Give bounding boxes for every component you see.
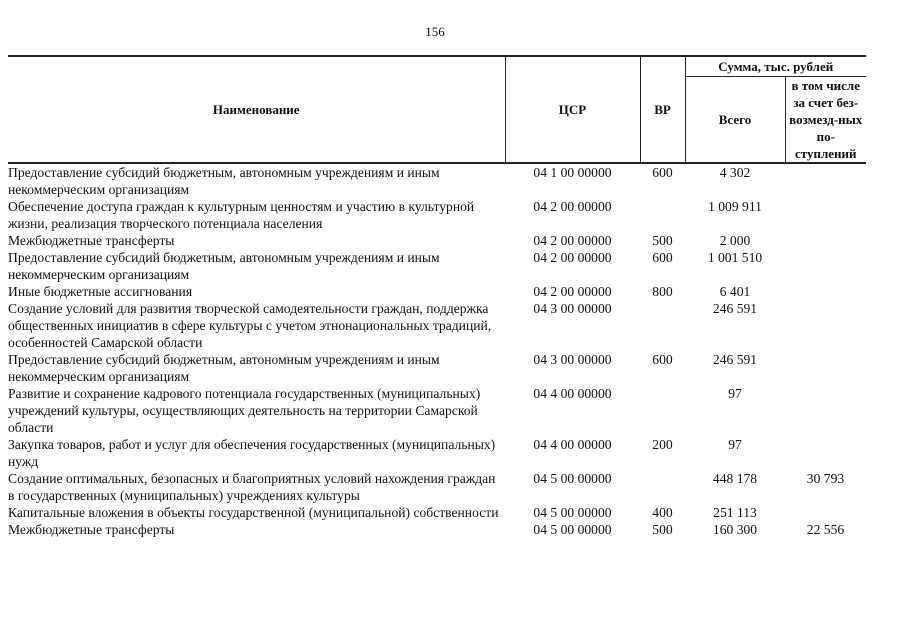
table-row: [8, 470, 866, 504]
cell-vr: 400: [652, 505, 673, 520]
cell-total: 97: [728, 437, 742, 452]
cell-name: Предоставление субсидий бюджетным, автономным учреждениям и иным некоммерческим организациям: [8, 250, 440, 282]
table-row: [8, 163, 866, 198]
column-header-total: Всего: [685, 77, 785, 164]
cell-name: Иные бюджетные ассигнования: [8, 284, 193, 299]
cell-csr: 04 4 00 00000: [533, 386, 612, 401]
cell-csr: 04 3 00 00000: [533, 301, 612, 316]
cell-total: 251 113: [713, 505, 757, 520]
cell-name: Предоставление субсидий бюджетным, автономным учреждениям и иным некоммерческим организациям: [8, 352, 440, 384]
column-header-csr: ЦСР: [505, 56, 640, 163]
cell-incl: [785, 232, 866, 249]
budget-table: [8, 55, 866, 538]
cell-total: 97: [728, 386, 742, 401]
cell-name: Обеспечение доступа граждан к культурным ценностям и участию в культурной жизни, реализация творческого потенциала населения: [8, 199, 475, 231]
cell-name: Создание условий для развития творческой самодеятельности граждан, поддержка общественных инициатив в сфере культуры с учетом этнонациональных традиций, особенностей Самарской области: [8, 301, 492, 350]
table-row: [8, 521, 866, 538]
cell-name: Закупка товаров, работ и услуг для обеспечения государственных (муниципальных) нужд: [8, 437, 496, 469]
cell-name: Предоставление субсидий бюджетным, автономным учреждениям и иным некоммерческим организациям: [8, 165, 440, 197]
cell-name: Межбюджетные трансферты: [8, 233, 175, 248]
table-row: [8, 198, 866, 232]
column-header-name: Наименование: [8, 56, 505, 163]
table-body: [8, 163, 866, 538]
table-row: [8, 283, 866, 300]
cell-incl: 22 556: [806, 522, 845, 537]
table-row: [8, 436, 866, 470]
cell-incl: 30 793: [806, 471, 845, 486]
cell-csr: 04 2 00 00000: [533, 284, 612, 299]
cell-csr: 04 5 00 00000: [533, 522, 612, 537]
cell-total: 160 300: [712, 522, 758, 537]
column-header-including: [785, 77, 866, 164]
cell-vr: [640, 470, 685, 504]
cell-name: Капитальные вложения в объекты государственной (муниципальной) собственности: [8, 505, 499, 520]
cell-vr: 600: [652, 165, 673, 180]
cell-csr: 04 2 00 00000: [533, 199, 612, 214]
cell-name: Межбюджетные трансферты: [8, 522, 175, 537]
table-row: [8, 351, 866, 385]
cell-vr: 200: [652, 437, 673, 452]
cell-csr: 04 2 00 00000: [533, 233, 612, 248]
cell-vr: 600: [652, 250, 673, 265]
table-row: [8, 249, 866, 283]
cell-name: Развитие и сохранение кадрового потенциала государственных (муниципальных) учреждений культуры, осуществляющих деятельность на территории Самарской области: [8, 386, 481, 435]
cell-total: 4 302: [719, 165, 751, 180]
cell-vr: 600: [652, 352, 673, 367]
column-header-including-text: в том числе за счет без-возмезд-ных по-ступлений: [789, 78, 863, 161]
cell-csr: 04 5 00 00000: [533, 471, 612, 486]
table-header: [8, 56, 866, 163]
cell-name: Создание оптимальных, безопасных и благоприятных условий нахождения граждан в государственных (муниципальных) учреждениях культуры: [8, 471, 496, 503]
cell-incl: [785, 198, 866, 232]
cell-vr: 800: [652, 284, 673, 299]
cell-total: 1 001 510: [707, 250, 763, 265]
cell-total: 6 401: [719, 284, 751, 299]
cell-total: 246 591: [712, 301, 758, 316]
cell-total: 448 178: [712, 471, 758, 486]
table-row: [8, 232, 866, 249]
cell-vr: [640, 198, 685, 232]
cell-incl: [785, 351, 866, 385]
cell-total: 2 000: [719, 233, 751, 248]
cell-incl: [785, 385, 866, 436]
cell-incl: [785, 436, 866, 470]
cell-incl: [785, 504, 866, 521]
table-row: [8, 385, 866, 436]
column-header-vr: ВР: [640, 56, 685, 163]
cell-incl: [785, 300, 866, 351]
cell-incl: [785, 283, 866, 300]
cell-incl: [785, 163, 866, 198]
cell-vr: [640, 300, 685, 351]
cell-total: 1 009 911: [708, 199, 762, 214]
table-row: [8, 504, 866, 521]
cell-vr: 500: [652, 233, 673, 248]
table-row: [8, 300, 866, 351]
cell-total: 246 591: [712, 352, 758, 367]
column-header-sum-group: Сумма, тыс. рублей: [685, 56, 866, 77]
cell-vr: 500: [652, 522, 673, 537]
cell-incl: [785, 249, 866, 283]
cell-csr: 04 1 00 00000: [533, 165, 612, 180]
cell-csr: 04 2 00 00000: [533, 250, 612, 265]
page-number: 156: [425, 24, 445, 39]
cell-csr: 04 4 00 00000: [533, 437, 612, 452]
cell-vr: [640, 385, 685, 436]
cell-csr: 04 3 00 00000: [533, 352, 612, 367]
cell-csr: 04 5 00 00000: [533, 505, 612, 520]
